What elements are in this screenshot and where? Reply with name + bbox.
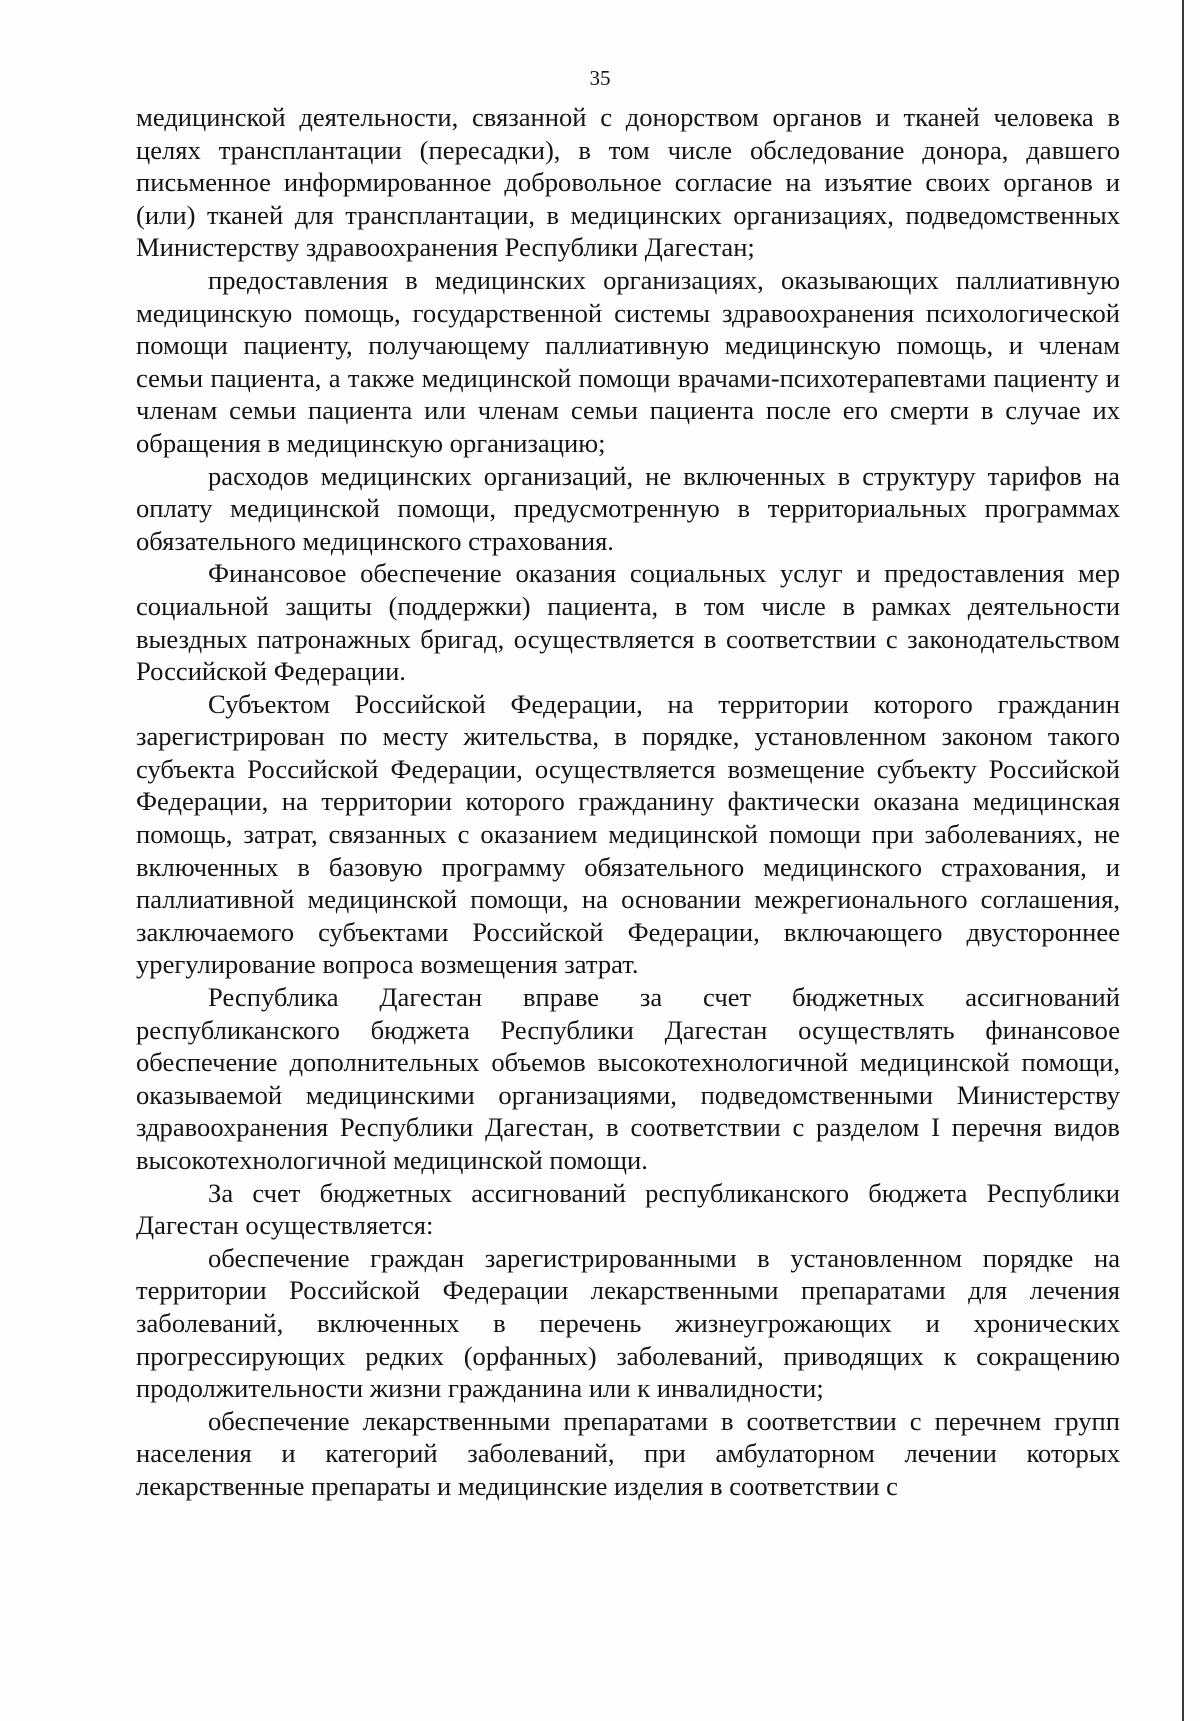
paragraph-4: Финансовое обеспечение оказания социальных услуг и предоставления мер социальной защиты (поддержки) пациента, в том числе в рамках деятельности выездных патронажных бригад, осуществляется в соответствии с законодательством Российской Федерации.: [136, 558, 1120, 687]
paragraph-6: Республика Дагестан вправе за счет бюджетных ассигнований республиканского бюджета Республики Дагестан осуществлять финансовое обеспечение дополнительных объемов высокотехнологичной медицинской помощи, оказываемой медицинскими организациями, подведомственными Министерству здравоохранения Республики Дагестан, в соответствии с разделом I перечня видов высокотехнологичной медицинской помощи.: [136, 982, 1120, 1175]
paragraph-1: медицинской деятельности, связанной с донорством органов и тканей человека в целях трансплантации (пересадки), в том числе обследование донора, давшего письменное информированное добровольное согласие на изъятие своих органов и (или) тканей для трансплантации, в медицинских организациях, подведомственных Министерству здравоохранения Республики Дагестан;: [136, 102, 1120, 263]
paragraph-8: обеспечение граждан зарегистрированными в установленном порядке на территории Российской Федерации лекарственными препаратами для лечения заболеваний, включенных в перечень жизнеугрожающих и хронических прогрессирующих редких (орфанных) заболеваний, приводящих к сокращению продолжительности жизни гражданина или к инвалидности;: [136, 1242, 1120, 1404]
page-number: 35: [589, 66, 611, 90]
page-edge-line: [1182, 0, 1184, 1721]
paragraph-9: обеспечение лекарственными препаратами в соответствии с перечнем групп населения и категорий заболеваний, при амбулаторном лечении которых лекарственные препараты и медицинские изделия в соответствии с: [136, 1405, 1120, 1501]
paragraph-3: расходов медицинских организаций, не включенных в структуру тарифов на оплату медицинской помощи, предусмотренную в территориальных программах обязательного медицинского страхования.: [136, 460, 1120, 556]
paragraph-2: предоставления в медицинских организациях, оказывающих паллиативную медицинскую помощь, государственной системы здравоохранения психологической помощи пациенту, получающему паллиативную медицинскую помощь, и членам семьи пациента, а также медицинской помощи врачами-психотерапевтами пациенту и членам семьи пациента или членам семьи пациента после его смерти в случае их обращения в медицинскую организацию;: [136, 264, 1120, 458]
paragraph-7: За счет бюджетных ассигнований республиканского бюджета Республики Дагестан осуществляется:: [136, 1177, 1120, 1241]
document-body: [136, 101, 1120, 1503]
paragraph-5: Субъектом Российской Федерации, на территории которого гражданин зарегистрирован по месту жительства, в порядке, установленном законом такого субъекта Российской Федерации, осуществляется возмещение субъекту Российской Федерации, на территории которого гражданину фактически оказана медицинская помощь, затрат, связанных с оказанием медицинской помощи при заболеваниях, не включенных в базовую программу обязательного медицинского страхования, и паллиативной медицинской помощи, на основании межрегионального соглашения, заключаемого субъектами Российской Федерации, включающего двустороннее урегулирование вопроса возмещения затрат.: [136, 688, 1120, 980]
